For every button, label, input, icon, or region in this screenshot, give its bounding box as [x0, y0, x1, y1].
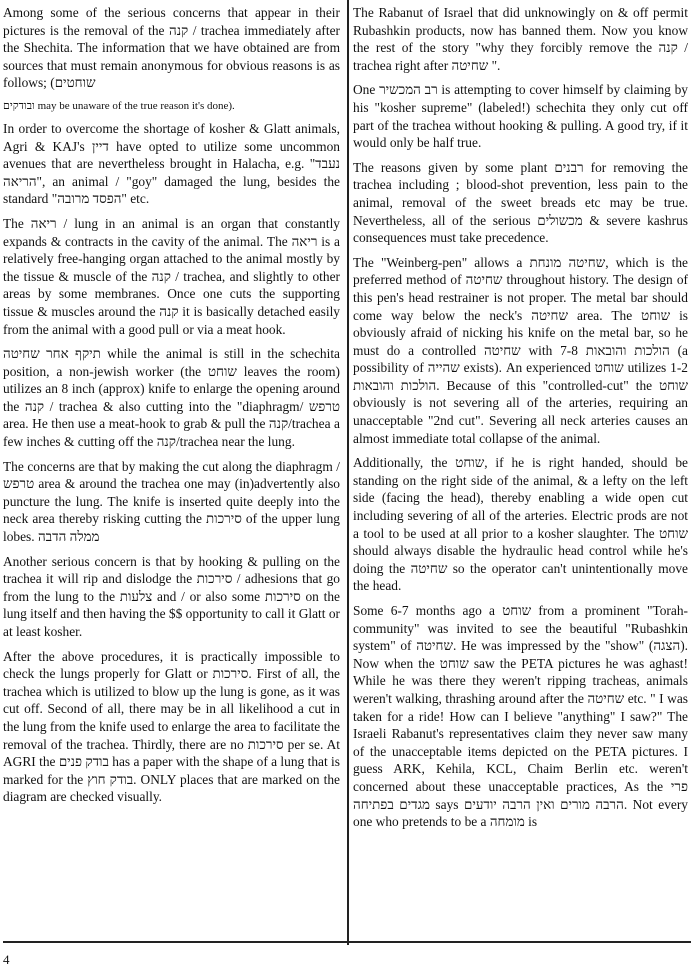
paragraph: In order to overcome the shortage of kosher & Glatt animals, Agri & KAJ's דיין have opted to utilize some uncommon avenues that are nevertheless brought in Halacha, e.g. "נעבד הריאה", an animal / "goy" damaged the lung, besides the standard "הפסד מרובה" etc. [3, 120, 340, 207]
left-column [3, 4, 345, 941]
paragraph: Additionally, the שוחט, if he is right handed, should be standing on the right side of the animal, & a lefty on the left side (facing the head), thereby enabling a wide open cut including severing of all of the arteries. Electric prods are not a tool to be used at all prior to a kosher slaughter. The שוחט should always disable the hydraulic head control while he's doing the שחיטה so the operator can't unintentionally move the head. [353, 455, 688, 594]
right-column [351, 4, 688, 941]
paragraph: The Rabanut of Israel that did unknowingly on & off permit Rubashkin products, now has banned them. Now you know the rest of the story "why they forcibly remove the קנה / trachea right after שחיטה ". [353, 5, 688, 73]
column-divider [347, 0, 349, 945]
paragraph: Another serious concern is that by hooking & pulling on the trachea it will rip and dislodge the סירכות / adhesions that go from the lung to the צלעות and / or also some סירכות on the lung itself and then having the $$ opportunity to call it Glatt or at least kosher. [3, 553, 340, 639]
bottom-rule [3, 941, 691, 943]
paragraph: The "Weinberg-pen" allows a שחיטה מונחת, which is the preferred method of שחיטה throughout history. The design of this pen's head restrainer is not proper. The metal bar should come way below the neck's שחיטה area. The שוחט is obviously afraid of nicking his knife on the metal bar, so he must do a controlled שחיטה with 7-8 הולכות והובאות (a possibility of שהייה exists). An experienced שוחט utilizes 1-2 הולכות והובאות. Because of this "controlled-cut" the שוחט obviously is not severing all of the arteries, requiring an unacceptable "2nd cut". Severing all neck arteries causes an almost immediate total collapse of the animal. [353, 254, 688, 446]
paragraph: After the above procedures, it is practically impossible to check the lungs properly for Glatt or סירכות. First of all, the trachea which is utilized to blow up the lung is gone, as it was cut off. Second of all, there may be in all likelihood a cut in the lung from the knife used to enlarge the area to facilitate the removal of the trachea. Thirdly, there are no סירכות per se. At AGRI the בודק פנים has a paper with the shape of a lung that is marked for the בודק חוץ. ONLY places that are marked on the diagram are checked visually. [3, 648, 340, 805]
paragraph-note: ובודקים may be unaware of the true reason it's done). [3, 99, 235, 112]
page-number: 4 [3, 952, 10, 967]
paragraph: Some 6-7 months ago a שוחט from a prominent "Torah-community" was invited to see the beautiful "Rubashkin system" of שחיטה. He was impressed by the "show" (הצגה). Now when the שוחט saw the PETA pictures he was aghast! While he was there they weren't ripping tracheas, animals weren't walking, thrashing around after the שחיטה etc. " I was taken for a ride! How can I believe "anything" I saw?" The Israeli Rabanut's representatives claim they never saw many of the unacceptable items depicted on the PETA pictures. I guess ARK, Kehila, KCL, Chaim Berlin etc. weren't concerned about these unacceptable practices, As the פרי מגדים בפתיחה says הרבה מורים ואין הרבה יודעים. Not every one who pretends to be a מומחה is [353, 603, 688, 830]
paragraph: תיקף אחר שחיטה while the animal is still in the schechita position, a non-jewish worker (the שוחט leaves the room) utilizes an 8 inch (approx) knife to enlarge the opening around the קנה / trachea & also cutting into the "diaphragm/ טרפש area. He then use a meat-hook to grab & pull the קנה/trachea a few inches & cutting off the קנה/trachea near the lung. [3, 346, 340, 450]
paragraph: Among some of the serious concerns that appear in their pictures is the removal of the קנה / trachea immediately after the Shechita. The information that we have obtained are from sources that must remain anonymous for obvious reasons is as follows; (שוחטים [3, 5, 341, 91]
paragraph: The reasons given by some plant רבנים for removing the trachea including ; blood-shot prevention, less pain to the animal, removal of the sweet breads etc may be true. Nevertheless, all of the serious מכשולים & severe kashrus consequences must take precedence. [353, 159, 688, 246]
paragraph: One רב המכשיר is attempting to cover himself by claiming by his "kosher supreme" (labeled!) schechita they only cut off part of the trachea without hooking & pulling. A good try, if it would only be half true. [353, 82, 688, 151]
paragraph: The concerns are that by making the cut along the diaphragm / טרפש area & around the trachea one may (in)advertently also puncture the lung. The knife is inserted quite deeply into the neck area thereby risking cutting the סירכות of the upper lung lobes. ממלה הדבה [3, 458, 340, 545]
paragraph: The ריאה / lung in an animal is an organ that constantly expands & contracts in the cavity of the animal. The ריאה is a relatively free-hanging organ attached to the animal mostly by the tissue & muscle of the קנה / trachea, and slightly to other areas by some membranes. Once one cuts the supporting tissue & muscles around the קנה it is basically detached easily from the animal with a good pull or via a meat hook. [3, 215, 341, 337]
